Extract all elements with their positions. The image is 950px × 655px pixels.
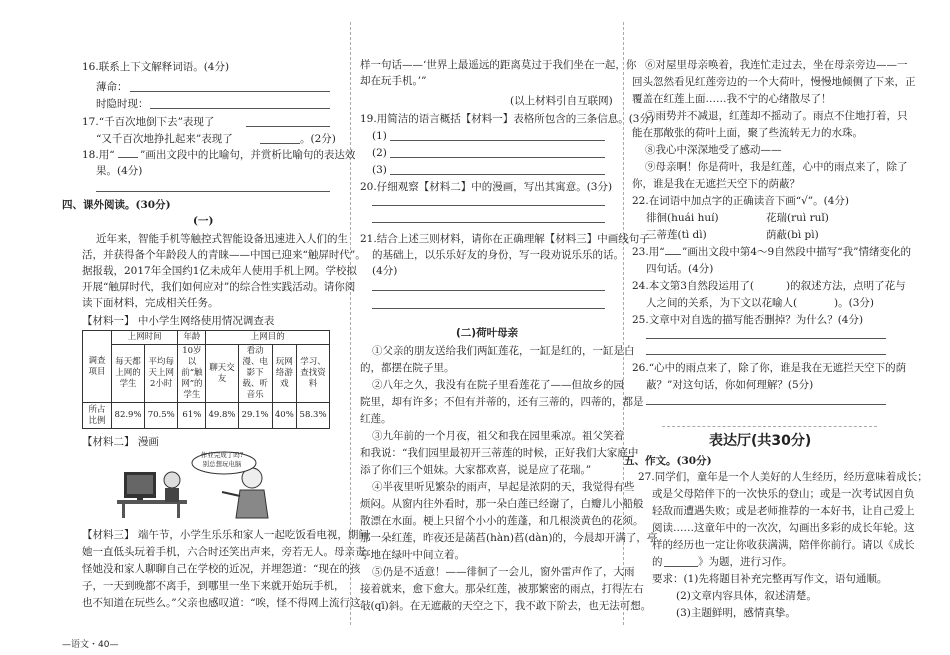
table-cell: 82.9%	[112, 403, 145, 429]
table-header: 每天都上网的学生	[112, 345, 145, 403]
section-divider	[662, 426, 877, 427]
passage-2-cont-line: ⑨母亲啊！你是荷叶，我是红莲，心中的雨点来了，除了	[645, 161, 908, 173]
passage-2-line: 的，都摆在院子里。	[360, 362, 455, 374]
passage-1-line: 活，并获得备个年龄段人的青睐——中国已迎来“触屏时代”。	[82, 249, 366, 261]
table-header: 调查项目	[83, 331, 112, 403]
answer-line[interactable]	[372, 290, 605, 291]
material-3-line: 她一直低头玩着手机，六合时还笑出声来，旁若无人。母亲责	[82, 546, 366, 558]
question-21-line: (4分)	[372, 265, 398, 277]
passage-2-line: 烦闷。从窗内往外看时，那一朵白莲已经谢了，白瓣儿小船般	[360, 498, 644, 510]
question-23-a: 23.用“	[632, 246, 665, 258]
passage-2-line: 敧(qī)斜。在无遮蔽的天空之下，我不敢下阶去，也无法可想。	[360, 600, 652, 612]
table-header: 上网目的	[206, 331, 330, 345]
material-3-line: 也不知道在玩些么。”父亲也感叹道：“唉，怪不得网上流行这	[82, 597, 361, 609]
q16-word-a: 薄命：	[96, 81, 128, 93]
passage-2-line: 院里，却有许多；不但有并蒂的，还有三蒂的，四蒂的，都是	[360, 396, 644, 408]
question-18-a: 18.用“	[82, 149, 115, 161]
question-18-c: 果。(4分)	[96, 165, 143, 177]
question-23-b: ”画出文段中第4～9自然段中描写“我”情绪变化的	[682, 246, 911, 258]
question-19: 19.用简洁的语言概括【材料一】表格所包含的三条信息。(3分)	[360, 113, 655, 125]
table-header: 学习、查找资料	[297, 345, 330, 403]
table-cell: 49.8%	[206, 403, 238, 429]
passage-2-line: 和我说：“我们园里最初开三蒂莲的时候，正好我们大家庭中	[360, 447, 639, 459]
passage-1-title: (一)	[193, 215, 214, 227]
answer-line[interactable]	[372, 308, 605, 309]
passage-2-line: 红莲。	[360, 413, 392, 425]
answer-line[interactable]	[372, 222, 605, 223]
table-header: 10岁以前“触网”的学生	[178, 345, 206, 403]
passage-1-line: 据报载，2017年全国约1亿未成年人使用手机上网。学校拟	[82, 265, 357, 277]
requirement-line: (2)文章内容具体，叙述清楚。	[676, 590, 817, 602]
source-note: (以上材料引自互联网)	[510, 95, 613, 107]
table-header: 年龄	[178, 331, 206, 345]
question-27-line: 样的经历也一定让你收获满满，陪伴你前行。请以《成长	[652, 539, 915, 551]
material-2-title: 【材料二】 漫画	[82, 436, 159, 448]
passage-1-line: 读下面材料，完成相关任务。	[82, 297, 219, 309]
passage-2-cont-line: 能在那敞张的荷叶上面，聚了些流转无力的水珠。	[632, 127, 863, 139]
answer-line[interactable]	[260, 143, 300, 144]
passage-2-cont-line: ⑦雨势并不减退，红莲却不摇动了。雨点不住地打着，只	[645, 110, 908, 122]
table-cell: 29.1%	[238, 403, 272, 429]
answer-line[interactable]	[150, 108, 330, 109]
answer-line[interactable]	[96, 191, 330, 192]
section-5-heading: 五、作文。(30分)	[624, 455, 712, 467]
question-17-b: “又千百次地挣扎起来”表现了	[96, 133, 233, 145]
question-26-line: 蔽？”对这句话，你如何理解？(5分)	[646, 379, 814, 391]
question-24-d: )。(3分)	[834, 297, 874, 309]
question-18-b: ”画出文段中的比喻句，并赏析比喻句的表达效	[140, 149, 356, 161]
question-27-line: 27.同学们，童年是一个人美好的人生经历，经历意味着成长；	[638, 471, 928, 483]
question-24-b: )的叙述方法，点明了花与	[786, 280, 906, 292]
title-blank[interactable]	[664, 566, 698, 567]
table-header: 平均每天上网2小时	[145, 345, 178, 403]
question-23-c: 四句话。(4分)	[646, 263, 714, 275]
q22-word: 荫蔽(bì pì)	[766, 229, 819, 241]
answer-line[interactable]	[390, 140, 605, 141]
table-header: 聊天交友	[206, 345, 238, 403]
table-cell: 58.3%	[297, 403, 330, 429]
answer-line[interactable]	[646, 354, 886, 355]
q19-item-2: (2)	[372, 147, 387, 159]
answer-line[interactable]	[390, 157, 605, 158]
passage-2-line: ⑤仍是不适意！——徘徊了一会儿，窗外雷声作了，大雨	[372, 566, 635, 578]
passage-2-line: ②八年之久，我没有在院子里看莲花了——但故乡的园	[372, 379, 624, 391]
passage-2-cont-line: 覆盖在红莲上面……我不宁的心绪散尽了！	[632, 93, 832, 105]
answer-line[interactable]	[130, 91, 330, 92]
question-21-line: 的基础上，以乐乐好友的身份，写一段劝说乐乐的话。	[372, 249, 624, 261]
question-27-line: 或是父母陪伴下的一次快乐的登山；或是一次考试因自负	[652, 488, 915, 500]
table-cell: 70.5%	[145, 403, 178, 429]
material-3-continued: 样一句话——‘世界上最遥远的距离莫过于我们坐在一起，你	[360, 59, 637, 71]
bubble-text-1: 作业完成了吗?	[200, 451, 244, 459]
section-4-heading: 四、课外阅读。(30分)	[62, 199, 171, 211]
passage-2-cont-line: ⑥对屋里母亲唤着，我连忙走过去，坐在母亲旁边——一	[645, 59, 908, 71]
question-16: 16.联系上下文解释词语。(4分)	[82, 61, 230, 73]
passage-2-line: 散漂在水面。梗上只留个小小的莲蓬，和几根淡黄色的花须。	[360, 515, 644, 527]
table-header: 看动漫、电影下载、听音乐	[238, 345, 272, 403]
passage-2-line: ①父亲的朋友送给我们两缸莲花，一缸是红的，一缸是白	[372, 345, 635, 357]
table-cell: 40%	[272, 403, 297, 429]
q19-item-1: (1)	[372, 130, 387, 142]
question-20: 20.仔细观察【材料二】中的漫画，写出其寓意。(3分)	[360, 181, 613, 193]
passage-2-line: 那一朵红莲，昨夜还是菡萏(hàn)萏(dàn)的，今晨却开满了，亭	[360, 532, 658, 544]
answer-line[interactable]	[246, 126, 330, 127]
answer-line[interactable]	[372, 205, 605, 206]
material-3-line: 【材料三】 端午节，小学生乐乐和家人一起吃饭看电视，期间	[82, 529, 369, 541]
question-27-line: 阅读……这童年中的一次次，勾画出多彩的成长年轮。这	[652, 522, 915, 534]
q16-word-b: 时隐时现：	[96, 98, 149, 110]
material-3-line: 子，一天到晚都不离手，到哪里一坐下来就开始玩手机，	[82, 580, 345, 592]
passage-2-line: ③九年前的一个月夜，祖父和我在园里乘凉。祖父笑着	[372, 430, 624, 442]
question-26-line: 26.“心中的雨点来了，除了你，谁是我在无遮拦天空下的荫	[632, 362, 907, 374]
table-header: 玩网络游戏	[272, 345, 297, 403]
q19-item-3: (3)	[372, 164, 387, 176]
question-27-line: 的	[652, 556, 663, 568]
q22-word: 徘徊(huái huí)	[646, 212, 719, 224]
wavy-mark-blank	[118, 157, 138, 158]
question-24-c: 人之间的关系，为下文以花喻人(	[646, 297, 798, 309]
material-1-title: 【材料一】 中小学生网络使用情况调查表	[82, 315, 275, 327]
question-17-score: 。(2分)	[300, 133, 336, 145]
question-17-a: 17.“千百次地倒下去”表现了	[82, 116, 215, 128]
passage-1-line: 开展“触屏时代，我们如何应对”的综合性实践活动。请你阅	[82, 281, 356, 293]
answer-line[interactable]	[390, 174, 605, 175]
passage-1-line: 近年来，智能手机等触控式智能设备迅速进入人们的生	[96, 233, 348, 245]
question-27-line: 轻敌而遭遇失败；或是老师推荐的一本好书，让自己爱上	[652, 505, 915, 517]
table-row-label: 所占比例	[83, 403, 112, 429]
passage-2-line: 接着就来，愈下愈大。那朵红莲，被那繁密的雨点，打得左右	[360, 583, 644, 595]
passage-2-cont-line: ⑧我心中深深地受了感动——	[645, 144, 782, 156]
requirement-line: 要求：(1)先将题目补充完整再写作文，语句通顺。	[652, 573, 888, 585]
material-3-line: 怪她没和家人聊聊自己在学校的近况，并埋怨道：“现在的孩	[82, 563, 361, 575]
material-3-continued: 却在玩手机。’”	[360, 75, 427, 87]
passage-2-line: ④半夜里听见繁杂的雨声，早起是浓阴的天，我觉得有些	[372, 481, 635, 493]
q22-word: 三蒂莲(tì dì)	[646, 229, 707, 241]
bubble-text-2: 别总想玩电脑	[202, 460, 242, 468]
table-cell: 61%	[178, 403, 206, 429]
page-footer: —语文・40—	[62, 640, 119, 650]
survey-table	[82, 330, 330, 429]
question-24-a: 24.本文第3自然段运用了(	[632, 280, 754, 292]
table-header: 上网时间	[112, 331, 178, 345]
question-21-line: 21.结合上述三则材料，请你在正确理解【材料三】中画线句子	[360, 233, 650, 245]
answer-line[interactable]	[646, 404, 886, 405]
mark-blank	[665, 254, 681, 255]
passage-2-cont-line: 你，谁是我在无遮拦天空下的荫蔽？	[632, 178, 800, 190]
question-22: 22.在词语中加点字的正确读音下画“√”。(4分)	[632, 195, 849, 207]
passage-2-cont-line: 回头忽然看见红莲旁边的一个大荷叶，慢慢地倾侧了下来，正	[632, 76, 916, 88]
passage-2-line: 添了你们三个姐妹。大家都欢喜，说是应了花瑞。”	[360, 464, 592, 476]
question-27-line: 》为题，进行习作。	[698, 556, 793, 568]
requirement-line: (3)主题鲜明，感情真挚。	[676, 607, 796, 619]
question-25: 25.文章中对自选的描写能否删掉？为什么？(4分)	[632, 314, 864, 326]
q22-word: 花瑞(ruì ruǐ)	[766, 212, 829, 224]
passage-2-line: 亭地在绿叶中间立着。	[360, 549, 465, 561]
passage-2-title: (二)荷叶母亲	[456, 327, 519, 339]
answer-line[interactable]	[646, 338, 886, 339]
section-title: 表达厅(共30分)	[709, 433, 812, 449]
